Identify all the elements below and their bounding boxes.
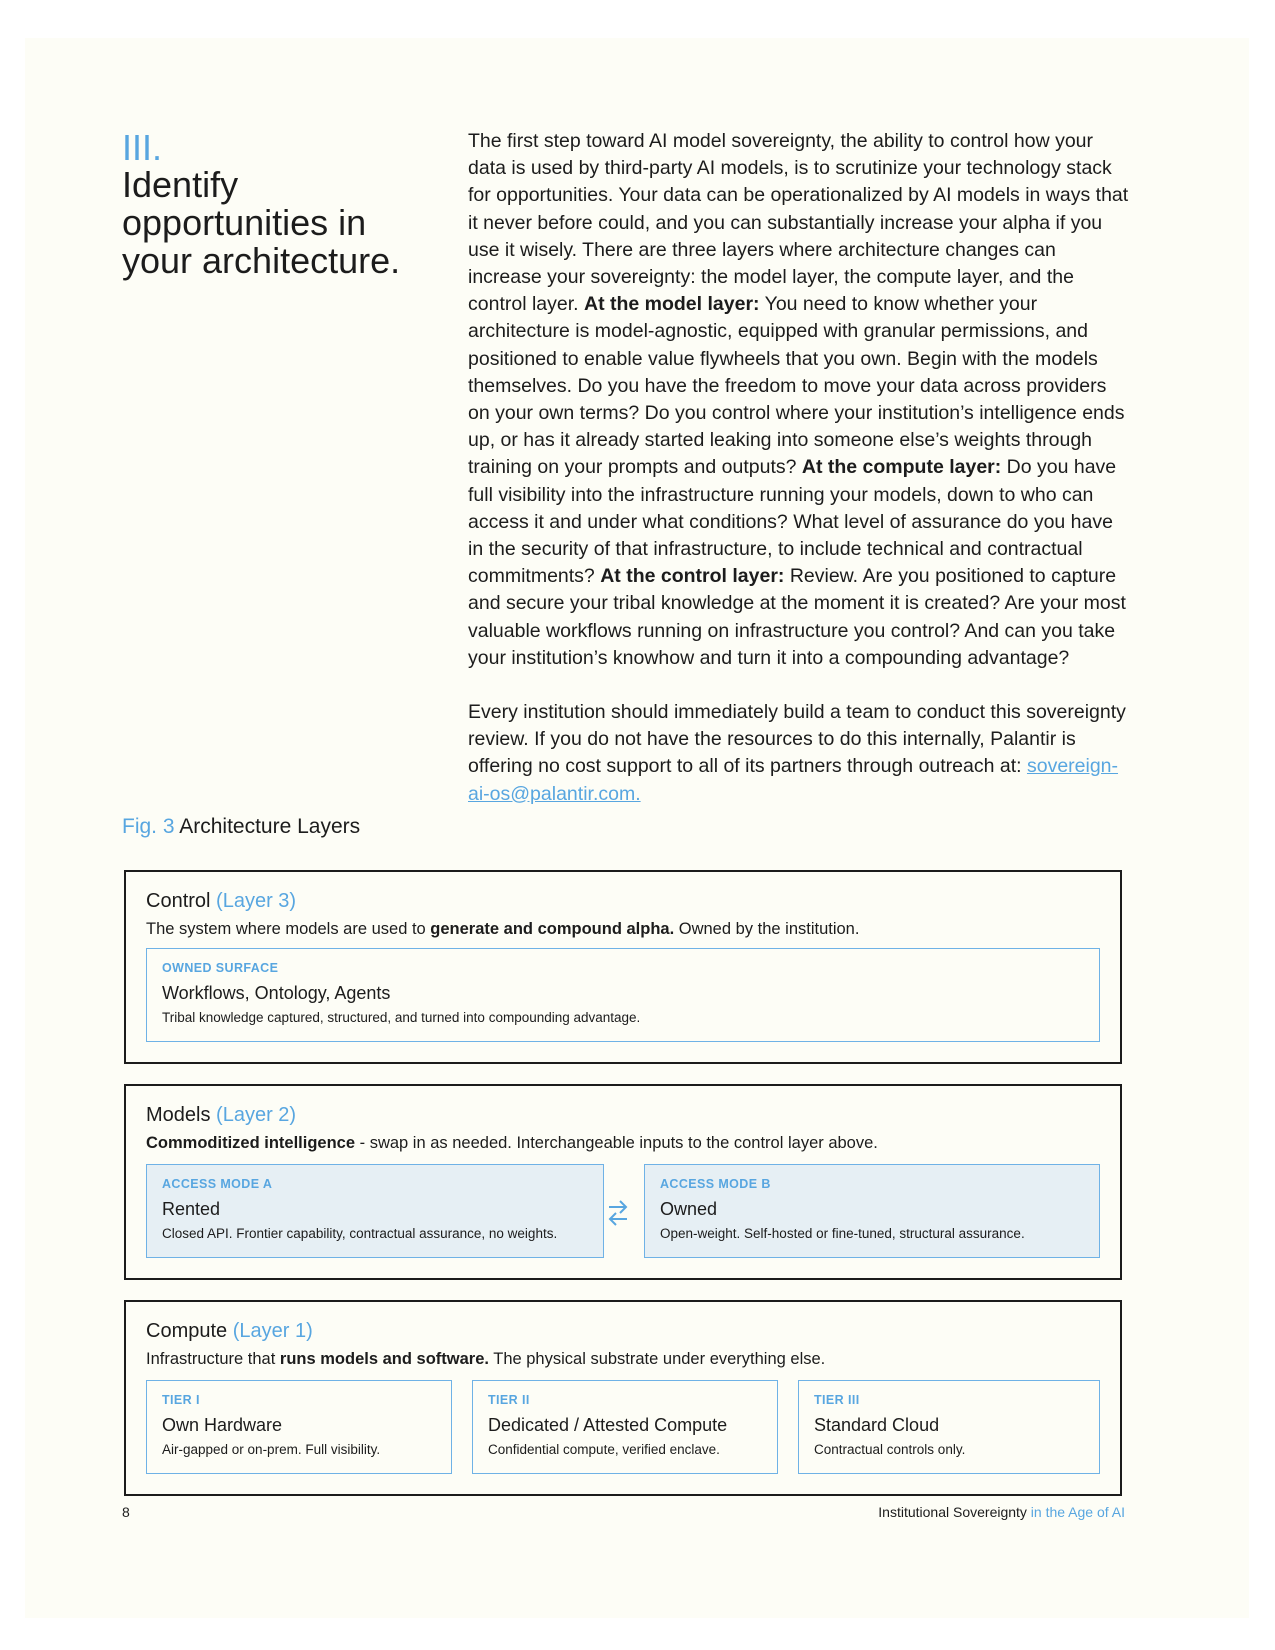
access-mode-b-card — [644, 1164, 1100, 1258]
tier-card — [146, 1380, 452, 1474]
card-title: Workflows, Ontology, Agents — [162, 983, 391, 1003]
body-paragraph-2: Every institution should immediately build a team to conduct this sovereignty review. If you do not have the resources to do this internally, Palantir is offering no cost support to all of its partners through outreach at: sovereign-ai-os@palantir.com. — [468, 701, 1126, 805]
card-label: TIER II — [488, 1393, 530, 1407]
email-link[interactable]: sovereign-ai-os@palantir.com. — [468, 755, 1119, 805]
card-title: Own Hardware — [162, 1415, 283, 1435]
tier-card — [798, 1380, 1100, 1474]
access-mode-a-card — [146, 1164, 604, 1258]
card-label: TIER I — [162, 1393, 200, 1407]
figure-caption — [122, 814, 360, 840]
swap-arrows-icon — [606, 1198, 630, 1228]
card-label: ACCESS MODE B — [660, 1177, 771, 1191]
card-title: Standard Cloud — [814, 1415, 940, 1435]
body-text — [468, 128, 1133, 808]
figure-title: Architecture Layers — [179, 815, 361, 838]
figure-label: Fig. 3 — [122, 815, 175, 838]
layer-models — [124, 1084, 1122, 1280]
card-description: Tribal knowledge captured, structured, and turned into compounding advantage. — [162, 1010, 641, 1025]
card-description: Contractual controls only. — [814, 1442, 966, 1457]
owned-surface-card — [146, 948, 1100, 1042]
card-description: Confidential compute, verified enclave. — [488, 1442, 720, 1457]
card-title: Owned — [660, 1199, 718, 1219]
card-description: Air-gapped or on-prem. Full visibility. — [162, 1442, 381, 1457]
footer-title: Institutional Sovereignty in the Age of AI — [878, 1504, 1125, 1520]
layer-compute — [124, 1300, 1122, 1496]
layer-control — [124, 870, 1122, 1064]
card-description: Closed API. Frontier capability, contractual assurance, no weights. — [162, 1226, 558, 1241]
layer-description: Commoditized intelligence - swap in as needed. Interchangeable inputs to the control layer above. — [146, 1134, 878, 1152]
card-label: ACCESS MODE A — [162, 1177, 273, 1191]
card-title: Rented — [162, 1199, 221, 1219]
card-title: Dedicated / Attested Compute — [488, 1415, 728, 1435]
page-number: 8 — [122, 1504, 130, 1520]
layer-description: Infrastructure that runs models and software. The physical substrate under everything else. — [146, 1350, 826, 1368]
tier-card — [472, 1380, 778, 1474]
card-description: Open-weight. Self-hosted or fine-tuned, structural assurance. — [660, 1226, 1025, 1241]
card-label: TIER III — [814, 1393, 860, 1407]
section-title: Identify opportunities in your architecture. — [122, 164, 401, 281]
layer-title: Compute (Layer 1) — [146, 1320, 313, 1342]
card-label: OWNED SURFACE — [162, 961, 279, 975]
layer-description: The system where models are used to generate and compound alpha. Owned by the institution. — [146, 920, 860, 938]
layer-title: Models (Layer 2) — [146, 1104, 297, 1126]
section-number: III. — [122, 127, 163, 168]
body-paragraph-1: The first step toward AI model sovereignty, the ability to control how your data is used by third-party AI models, is to scrutinize your technology stack for opportunities. Your data can be operationalized by AI models in ways that it never before could, and you can substantially increase your alpha if you use it wisely. There are three layers where architecture changes can increase your sovereignty: the model layer, the compute layer, and the control layer. At the model layer: You need to know whether your architecture is model-agnostic, equipped with granular permissions, and positioned to enable value flywheels that you own. Begin with the models themselves. Do you have the freedom to move your data across providers on your own terms? Do you control where your institution’s intelligence ends up, or has it already started leaking into someone else’s weights through training on your prompts and outputs? At the compute layer: Do you have full visibility into the infrastructure running your models, down to who can access it and under what conditions? What level of assurance do you have in the security of that infrastructure, to include technical and contractual commitments? At the control layer: Review. Are you positioned to capture and secure your tribal knowledge at the moment it is created? Are your most valuable workflows running on infrastructure you control? And can you take your institution’s knowhow and turn it into a compounding advantage? — [468, 130, 1129, 669]
layer-title: Control (Layer 3) — [146, 890, 297, 912]
